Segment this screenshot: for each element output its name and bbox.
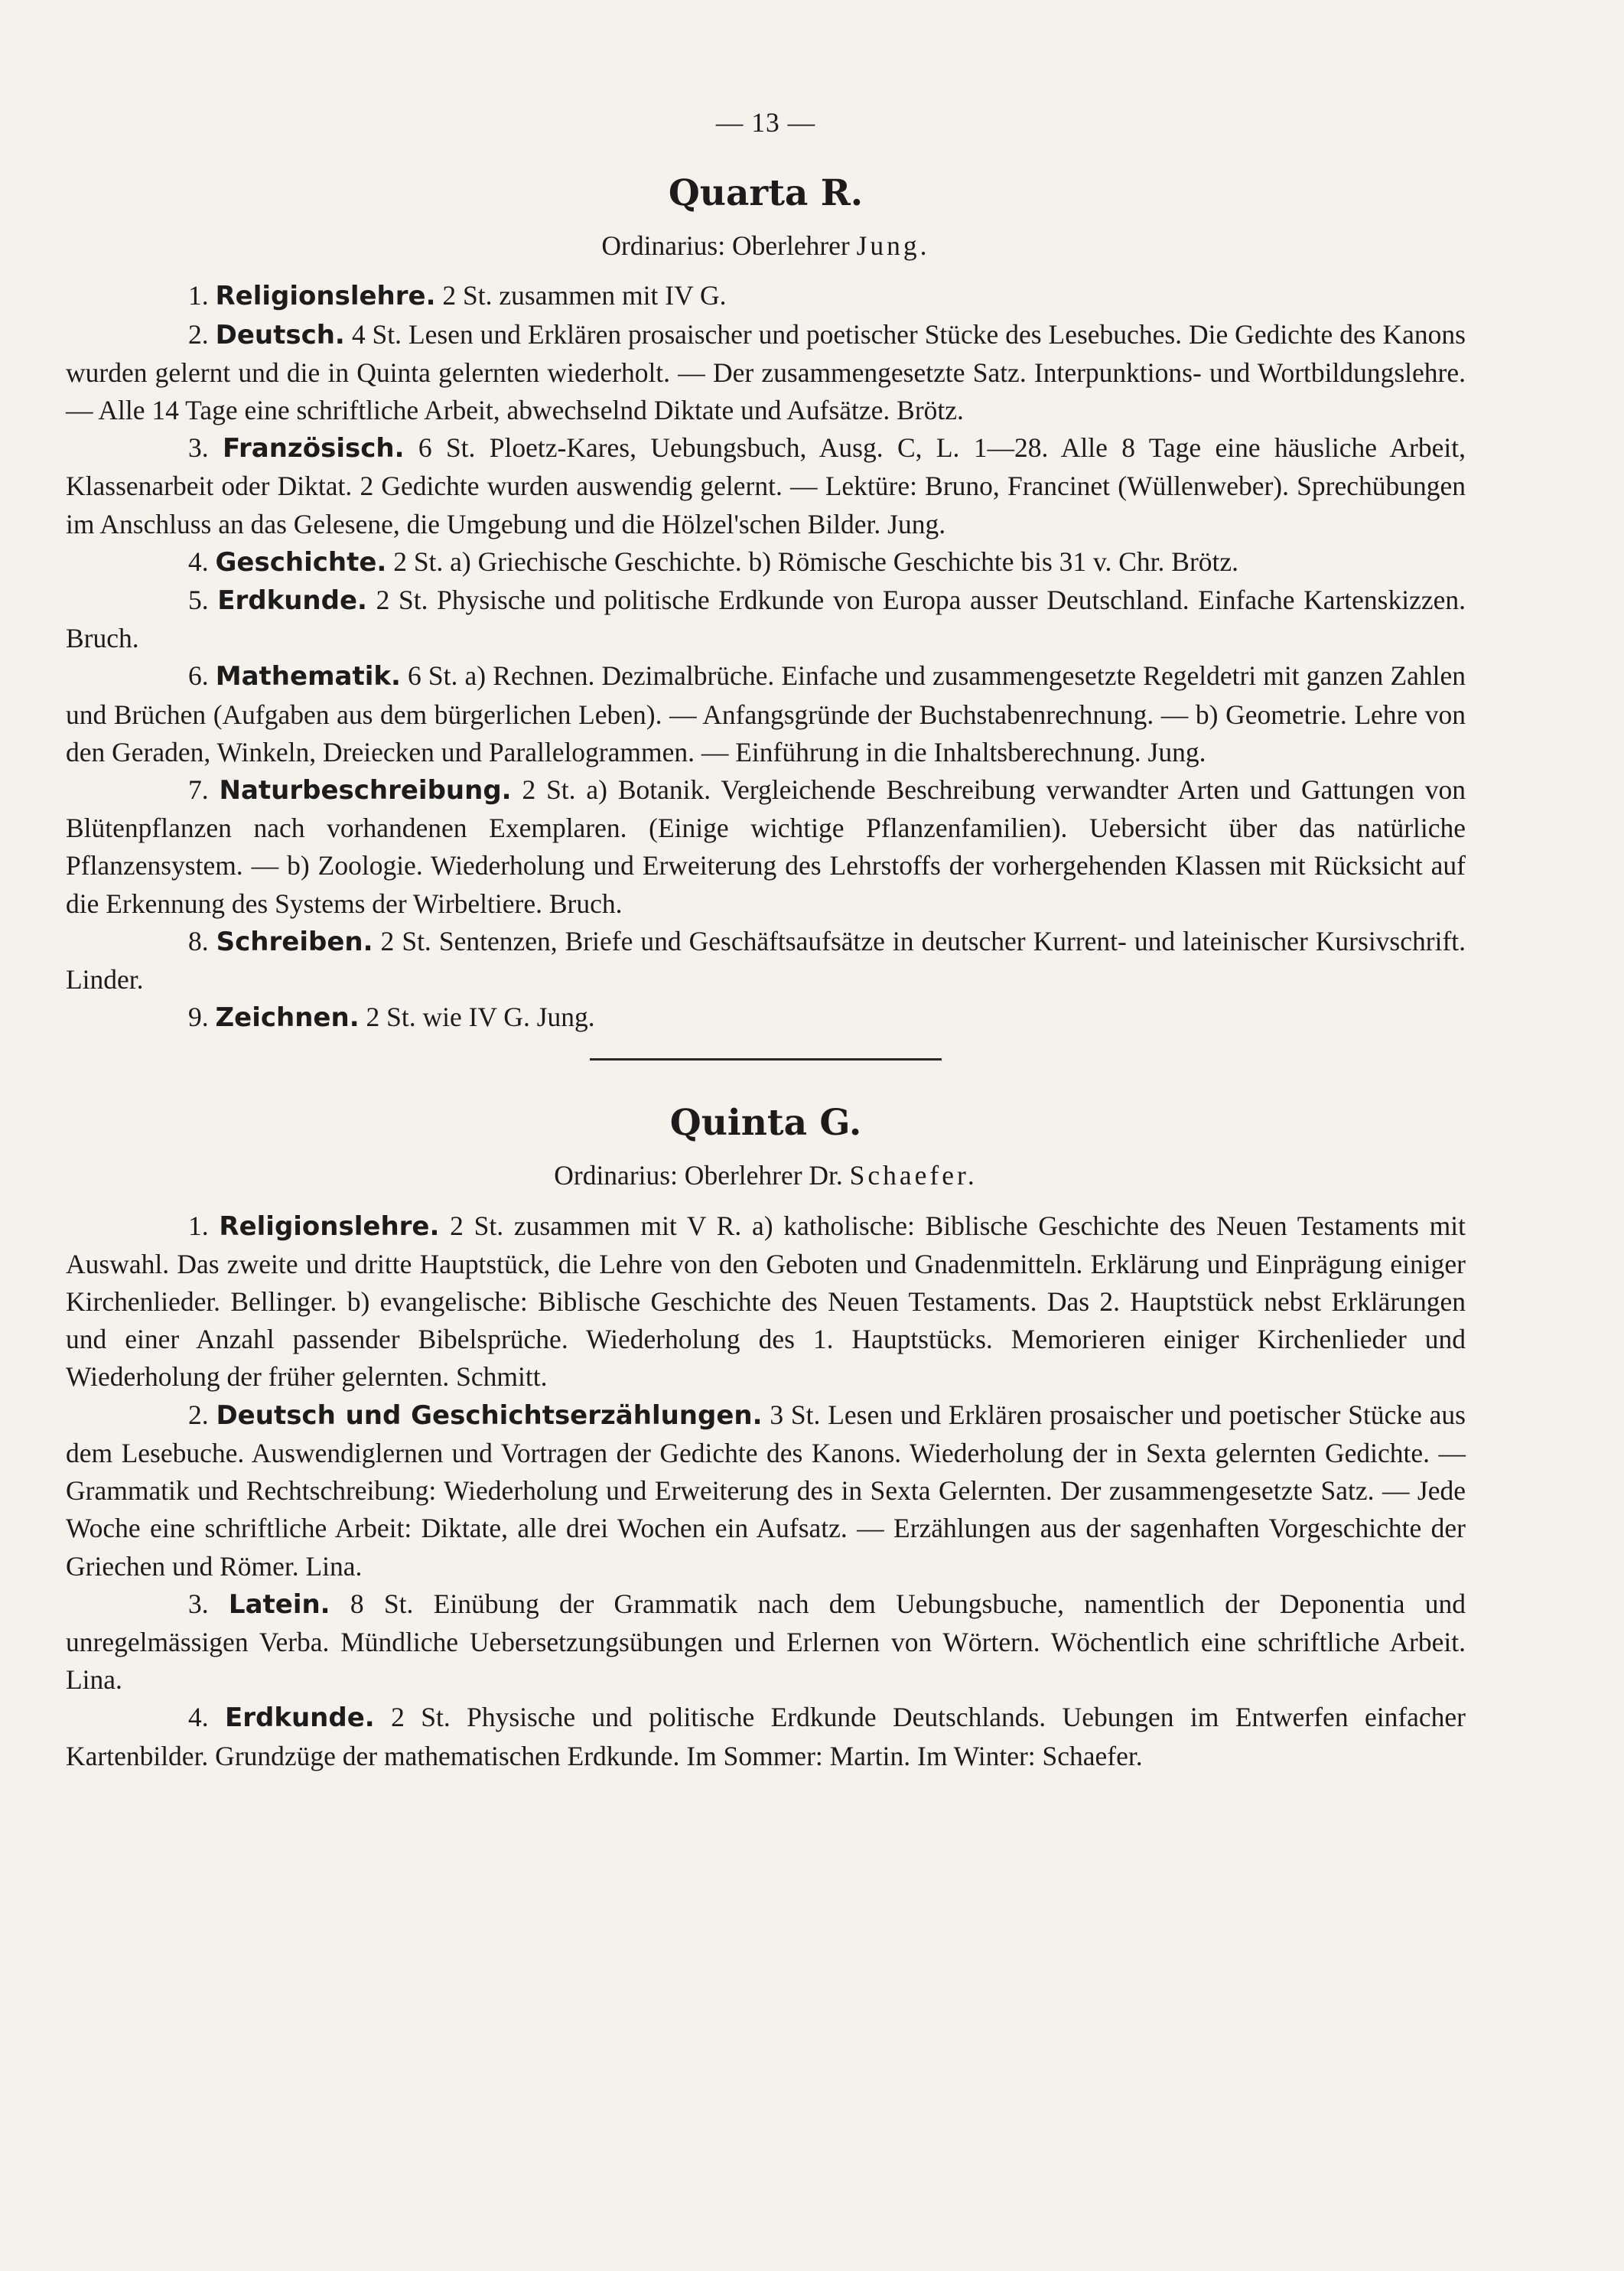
subject-heading: Religionslehre. — [219, 1210, 440, 1242]
end-spacer — [66, 1775, 1466, 1780]
item-number: 8. — [188, 925, 209, 956]
section-title-quinta: Quinta G. — [669, 1102, 862, 1145]
subject-heading: Deutsch. — [215, 319, 345, 350]
item-number: 2. — [188, 1399, 209, 1430]
item-number: 1. — [188, 1210, 209, 1241]
subject-heading: Französisch. — [222, 433, 405, 464]
page-content — [66, 104, 1466, 1780]
subject-paragraph — [66, 1585, 1466, 1699]
item-number: 5. — [188, 585, 209, 616]
subject-text: 2 St. a) Botanik. Vergleichende Beschreibung verwandter Arten und Gattungen von Blütenpflanzen nach vorhandenen Exemplaren. (Einige wichtige Pflanzenfamilien). Uebersicht über das natürliche Pflanzensystem. — b) Zoologie. Wiederholung und Erweiterung des Lehrstoffs der vorhergehenden Klassen mit Rücksicht auf die Erkennung des Systems der Wirbeltiere. Bruch. — [66, 774, 1466, 919]
subject-heading: Mathematik. — [215, 661, 401, 692]
subject-paragraph — [66, 277, 1466, 315]
page-number: — 13 — — [715, 107, 816, 138]
subject-text: 2 St. a) Griechische Geschichte. b) Römische Geschichte bis 31 v. Chr. Brötz. — [386, 546, 1239, 577]
subject-paragraph — [66, 543, 1466, 582]
subject-paragraph — [66, 1699, 1466, 1774]
subject-paragraph — [66, 582, 1466, 657]
subject-paragraph — [66, 657, 1466, 771]
item-number: 3. — [188, 1588, 209, 1619]
ordinarius-name: Jung. — [856, 230, 930, 262]
subject-text: 2 St. Physische und politische Erdkunde Deutschlands. Uebungen im Entwerfen einfacher Kartenbilder. Grundzüge der mathematischen Erdkunde. Im Sommer: Martin. Im Winter: Schaefer. — [66, 1702, 1466, 1771]
item-number: 7. — [188, 774, 209, 806]
item-number: 3. — [188, 432, 209, 464]
ordinarius-label: Ordinarius: Oberlehrer — [601, 230, 857, 262]
subject-text: 4 St. Lesen und Erklären prosaischer und poetischer Stücke des Lesebuches. Die Gedichte des Kanons wurden gelernt und die in Quinta gelernten wiederholt. — Der zusammengesetzte Satz. Interpunktions- und Wortbildungslehre. — Alle 14 Tage eine schriftliche Arbeit, abwechselnd Diktate und Aufsätze. Brötz. — [66, 318, 1466, 426]
subject-heading: Zeichnen. — [215, 1002, 360, 1034]
subject-paragraph — [66, 1207, 1466, 1396]
subject-text: 2 St. Physische und politische Erdkunde von Europa ausser Deutschland. Einfache Kartenskizzen. Bruch. — [66, 585, 1466, 654]
ordinarius-line-quarta — [66, 227, 1466, 265]
subject-text: 6 St. a) Rechnen. Dezimalbrüche. Einfache und zusammengesetzte Regeldetri mit ganzen Zahlen und Brüchen (Aufgaben aus dem bürgerlichen Leben). — Anfangsgründe der Buchstabenrechnung. — b) Geometrie. Lehre von den Geraden, Winkeln, Dreiecken und Parallelogrammen. — Einführung in die Inhaltsberechnung. Jung. — [66, 660, 1466, 767]
subject-heading: Schreiben. — [216, 926, 373, 957]
subject-text: 6 St. Ploetz-Kares, Uebungsbuch, Ausg. C, L. 1—28. Alle 8 Tage eine häusliche Arbeit, Klassenarbeit oder Diktat. 2 Gedichte wurden auswendig gelernt. — Lektüre: Bruno, Francinet (Wüllenweber). Sprechübungen im Anschluss an das Gelesene, die Umgebung und die Hölzel'schen Bilder. Jung. — [66, 432, 1466, 539]
subject-paragraph — [66, 1396, 1466, 1585]
subject-text: 2 St. zusammen mit V R. a) katholische: Biblische Geschichte des Neuen Testaments mit Auswahl. Das zweite und dritte Hauptstück, die Lehre von den Geboten und Gnadenmitteln. Erklärung und Einprägung einiger Kirchenlieder. Bellinger. b) evangelische: Biblische Geschichte des Neuen Testaments. Das 2. Hauptstück nebst Erklärungen und einer Anzahl passender Bibelsprüche. Wiederholung des 1. Hauptstücks. Memorieren einiger Kirchenlieder und Wiederholung der früher gelernten. Schmitt. — [66, 1210, 1466, 1393]
item-number: 4. — [188, 1702, 209, 1733]
subject-heading: Geschichte. — [215, 546, 387, 578]
subject-text: 2 St. Sentenzen, Briefe und Geschäftsaufsätze in deutscher Kurrent- und lateinischer Kursivschrift. Linder. — [66, 925, 1466, 995]
item-number: 9. — [188, 1002, 209, 1033]
subject-text: 2 St. wie IV G. Jung. — [359, 1002, 595, 1033]
subject-paragraph — [66, 316, 1466, 430]
subject-paragraph — [66, 923, 1466, 999]
subject-paragraph — [66, 429, 1466, 543]
subject-heading: Latein. — [228, 1588, 330, 1620]
ordinarius-line-quinta — [66, 1157, 1466, 1194]
subject-text: 2 St. zusammen mit IV G. — [435, 280, 727, 311]
section-title-quarta: Quarta R. — [668, 172, 864, 215]
item-number: 2. — [188, 318, 209, 350]
section-divider — [590, 1058, 942, 1061]
subject-heading: Deutsch und Geschichtserzählungen. — [216, 1399, 763, 1431]
item-number: 6. — [188, 660, 209, 692]
subject-text: 8 St. Einübung der Grammatik nach dem Uebungsbuche, namentlich der Deponentia und unregelmässigen Verba. Mündliche Uebersetzungsübungen und Erlernen von Wörtern. Wöchentlich eine schriftliche Arbeit. Lina. — [66, 1588, 1466, 1696]
subject-paragraph — [66, 771, 1466, 923]
item-number: 1. — [188, 280, 209, 311]
subject-heading: Naturbeschreibung. — [219, 775, 512, 806]
ordinarius-label: Ordinarius: Oberlehrer Dr. — [554, 1160, 850, 1191]
item-number: 4. — [188, 546, 209, 577]
subject-heading: Erdkunde. — [225, 1702, 375, 1734]
subject-paragraph — [66, 999, 1466, 1037]
subject-heading: Erdkunde. — [217, 585, 367, 617]
subject-heading: Religionslehre. — [215, 281, 436, 312]
ordinarius-name: Schaefer. — [849, 1160, 978, 1191]
subject-text: 3 St. Lesen und Erklären prosaischer und poetischer Stücke aus dem Lesebuche. Auswendiglernen und Vortragen der Gedichte des Kanons. Wiederholung der in Sexta gelernten Gedichte. — Grammatik und Rechtschreibung: Wiederholung und Erweiterung des in Sexta Gelernten. Der zusammengesetzte Satz. — Jede Woche eine schriftliche Arbeit: Diktate, alle drei Wochen ein Aufsatz. — Erzählungen aus der sagenhaften Vorgeschichte der Griechen und Römer. Lina. — [66, 1399, 1466, 1582]
